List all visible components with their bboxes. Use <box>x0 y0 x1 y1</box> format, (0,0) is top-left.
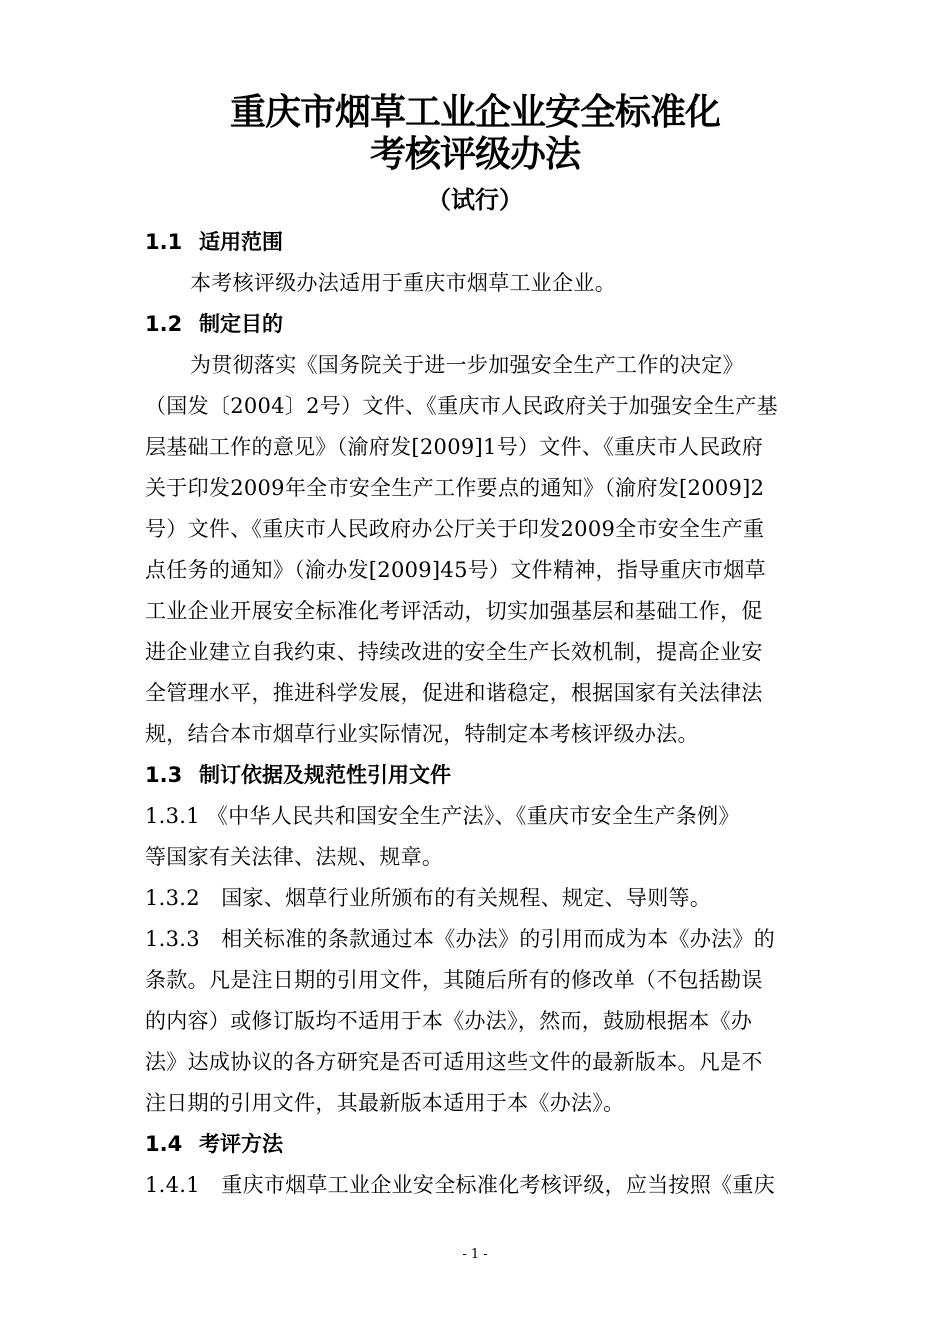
section-heading-1-4 <box>145 1131 283 1157</box>
section-number: 1.3 <box>145 763 183 787</box>
paragraph-line: 1.3.2 国家、烟草行业所颁布的有关规程、规定、导则等。 <box>145 886 712 910</box>
section-number: 1.1 <box>145 230 183 254</box>
paragraph-line: 1.4.1 重庆市烟草工业企业安全标准化考核评级，应当按照《重庆 <box>145 1173 776 1197</box>
paragraph-line: 条款。凡是注日期的引用文件，其随后所有的修改单（不包括勘误 <box>145 968 763 992</box>
paragraph-line: 的内容）或修订版均不适用于本《办法》，然而，鼓励根据本《办 <box>145 1009 753 1033</box>
section-number: 1.4 <box>145 1132 183 1156</box>
document-subtitle: （试行） <box>427 186 523 214</box>
paragraph-line: 注日期的引用文件，其最新版本适用于本《办法》。 <box>145 1091 625 1115</box>
paragraph-line: 号）文件、《重庆市人民政府办公厅关于印发2009全市安全生产重 <box>145 517 765 541</box>
section-title: 制订依据及规范性引用文件 <box>199 763 451 787</box>
paragraph-line: 全管理水平，推进科学发展，促进和谐稳定，根据国家有关法律法 <box>145 681 763 705</box>
section-title: 考评方法 <box>199 1132 283 1156</box>
section-heading-1-3 <box>145 762 451 788</box>
paragraph-line: 等国家有关法律、法规、规章。 <box>145 845 444 869</box>
paragraph-line: 本考核评级办法适用于重庆市烟草工业企业。 <box>190 271 616 295</box>
paragraph-line: 法》达成协议的各方研究是否可适用这些文件的最新版本。凡是不 <box>145 1050 763 1074</box>
paragraph-line: 进企业建立自我约束、持续改进的安全生产长效机制，提高企业安 <box>145 640 763 664</box>
paragraph-line: 1.3.1 《中华人民共和国安全生产法》、《重庆市安全生产条例》 <box>145 804 740 828</box>
paragraph-line: 点任务的通知》（渝办发[2009]45号）文件精神，指导重庆市烟草 <box>145 558 766 582</box>
paragraph-line: 工业企业开展安全标准化考评活动，切实加强基层和基础工作，促 <box>145 599 763 623</box>
paragraph-line: （国发〔2004〕2号）文件、《重庆市人民政府关于加强安全生产基 <box>145 394 778 418</box>
section-title: 适用范围 <box>199 230 283 254</box>
section-number: 1.2 <box>145 312 183 336</box>
section-heading-1-2 <box>145 311 283 337</box>
paragraph-line: 层基础工作的意见》（渝府发[2009]1号）文件、《重庆市人民政府 <box>145 435 764 459</box>
section-title: 制定目的 <box>199 312 283 336</box>
page-number: - 1 - <box>462 1247 488 1262</box>
paragraph-line: 为贯彻落实《国务院关于进一步加强安全生产工作的决定》 <box>190 353 744 377</box>
document-title-line-2: 考核评级办法 <box>369 134 580 175</box>
section-heading-1-1 <box>145 229 283 255</box>
paragraph-line: 关于印发2009年全市安全生产工作要点的通知》（渝府发[2009]2 <box>145 476 765 500</box>
document-title-line-1: 重庆市烟草工业企业安全标准化 <box>229 92 720 133</box>
paragraph-line: 规，结合本市烟草行业实际情况，特制定本考核评级办法。 <box>145 722 699 746</box>
paragraph-line: 1.3.3 相关标准的条款通过本《办法》的引用而成为本《办法》的 <box>145 927 776 951</box>
